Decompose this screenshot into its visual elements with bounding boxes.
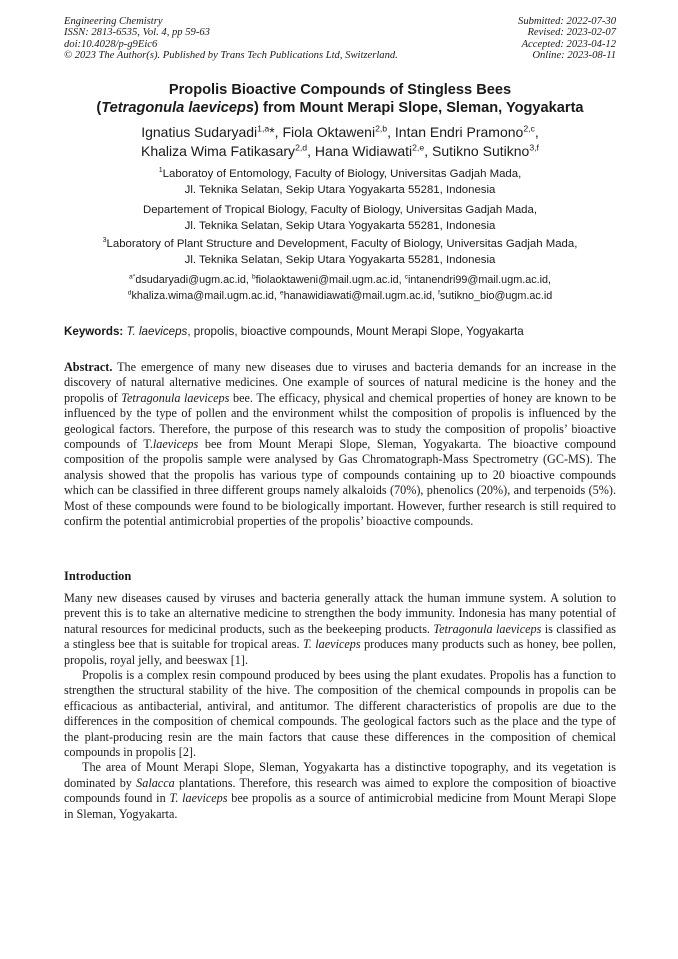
introduction-body: [64, 591, 616, 822]
author-name: Hana Widiawati: [314, 143, 413, 159]
paragraph: Propolis is a complex resin compound produced by bees using the plant exudates. Propolis has a function to strengthen the structural stability of the hive. The composition of the chemical compounds in propolis can be efficacious as antibacterial, antiviral, and antitumor. The different characteristics of propolis are due to the differences in the composition of chemical compounds. The geological factors such as the place and the type of the plant-producing resin are the main factors that cause these differences in the composition of chemical compounds in propolis [2].: [64, 668, 616, 760]
submitted-date: Submitted: 2022-07-30: [518, 16, 616, 27]
paper-title: [64, 81, 616, 117]
email-link[interactable]: sutikno_bio@ugm.ac.id: [439, 289, 553, 302]
author-name: Sutikno Sutikno: [432, 143, 530, 159]
author-name: Fiola Oktaweni: [282, 124, 376, 140]
revised-date: Revised: 2023-02-07: [527, 27, 616, 39]
email-list: $^{a*}$dsudaryadi@ugm.ac.id, $^b$fiolaoktaweni@mail.ugm.ac.id, $^c$intanendri99@mail.ugm.ac.id, $^d$khaliza.wima@mail.ugm.ac.id, $^e$hanawidiawati@mail.ugm.ac.id, $^f$sutikno_bio@ugm.ac.id: [127, 273, 553, 302]
issn-line: ISSN: 2813-6535, Vol. 4, pp 59-63: [64, 27, 210, 39]
keywords-label: Keywords:: [64, 325, 124, 338]
abstract-label: Abstract.: [64, 360, 113, 374]
doi-line[interactable]: doi:10.4028/p-g9Eic6: [64, 38, 158, 50]
affiliation-1: $^1$Laboratoy of Entomology, Faculty of Biology, Universitas Gadjah Mada, Jl. Teknika Selatan, Sekip Utara Yogyakarta 55281, Indonesia: [158, 167, 522, 196]
author-line-1: Ignatius Sudaryadi$^{1,a}$*, Fiola Oktaweni$^{2,b}$, Intan Endri Pramono$^{2,c}$,: [141, 123, 539, 140]
species-name: Tetragonula laeviceps: [101, 100, 255, 116]
title-line-1: Propolis Bioactive Compounds of Stingless Bees: [168, 82, 512, 98]
journal-info: [64, 16, 398, 62]
copyright-line: © 2023 The Author(s). Published by Trans Tech Publications Ltd, Switzerland.: [64, 50, 398, 62]
author-name: Intan Endri Pramono: [394, 124, 524, 140]
email-link[interactable]: khaliza.wima@mail.ugm.ac.id: [131, 289, 274, 302]
email-link[interactable]: dsudaryadi@ugm.ac.id: [135, 274, 246, 286]
dates-info: [518, 16, 616, 62]
accepted-date: Accepted: 2023-04-12: [521, 38, 616, 50]
journal-name: Engineering Chemistry: [64, 16, 163, 27]
email-link[interactable]: hanawidiawati@mail.ugm.ac.id: [283, 289, 432, 302]
affiliation-2: Departement of Tropical Biology, Faculty of Biology, Universitas Gadjah Mada, Jl. Teknika Selatan, Sekip Utara Yogyakarta 55281, Indonesia: [142, 204, 537, 232]
email-link[interactable]: intanendri99@mail.ugm.ac.id: [408, 274, 548, 286]
keywords: Keywords: T. laeviceps, propolis, bioactive compounds, Mount Merapi Slope, Yogyakarta: [64, 325, 524, 338]
online-date: Online: 2023-08-11: [532, 50, 616, 62]
email-link[interactable]: fiolaoktaweni@mail.ugm.ac.id: [255, 274, 399, 286]
paragraph: Many new diseases caused by viruses and bacteria generally attack the human immune system. A solution to prevent this is to take an alternative medicine to strengthen the body immunity. Indonesia has many potential of natural resources for medicinal products, such as the beekeeping products. Tetragonula laeviceps is classified as a stingless bee that is suitable for tropical areas. T. laeviceps produces many products such as honey, bee pollen, propolis, royal jelly, and beeswax [1].: [64, 591, 616, 667]
paragraph: The area of Mount Merapi Slope, Sleman, Yogyakarta has a distinctive topography, and its vegetation is dominated by Salacca plantations. Therefore, this research was aimed to explore the composition of bioactive compounds found in T. laeviceps bee propolis as a source of antimicrobial medicine from Mount Merapi Slope in Sleman, Yogyakarta.: [64, 760, 617, 821]
section-heading-introduction: Introduction: [64, 569, 132, 583]
affiliation-3: $^3$Laboratory of Plant Structure and Development, Faculty of Biology, Universitas Gadjah Mada, Jl. Teknika Selatan, Sekip Utara Yogyakarta 55281, Indonesia: [102, 237, 578, 266]
author-name: Khaliza Wima Fatikasary: [141, 143, 296, 159]
author-list: [64, 123, 616, 161]
author-name: Ignatius Sudaryadi: [141, 124, 258, 140]
author-line-2: Khaliza Wima Fatikasary$^{2,d}$, Hana Widiawati$^{2,e}$, Sutikno Sutikno$^{3,f}$: [141, 142, 539, 159]
title-line-2: (Tetragonula laeviceps) from Mount Merapi Slope, Sleman, Yogyakarta: [96, 100, 584, 116]
abstract: Abstract. The emergence of many new diseases due to viruses and bacteria demands for an increase in the discovery of natural alternative medicines. One example of sources of natural medicine is the honey and the propolis of Tetragonula laeviceps bee. The efficacy, physical and chemical properties of honey are known to be influenced by the type of pollen and the environment whilst the composition of propolis is influenced by the geological factors. Therefore, the purpose of this research was to study the composition of propolis’ bioactive compounds of T.laeviceps bee from Mount Merapi Slope, Sleman, Yogyakarta. The bioactive compound composition of the propolis sample were analysed by Gas Chromatograph-Mass Spectrometry (GC-MS). The analysis showed that the propolis has various type of compounds containing up to 20 bioactive compounds which can be classified in three different groups namely alkaloids (70%), phenolics (20%), and terpenoids (5%). Most of these compounds were found to be biologically important. However, further research is still required to confirm the potential antimicrobial properties of the propolis’ bioactive compounds.: [64, 360, 616, 529]
